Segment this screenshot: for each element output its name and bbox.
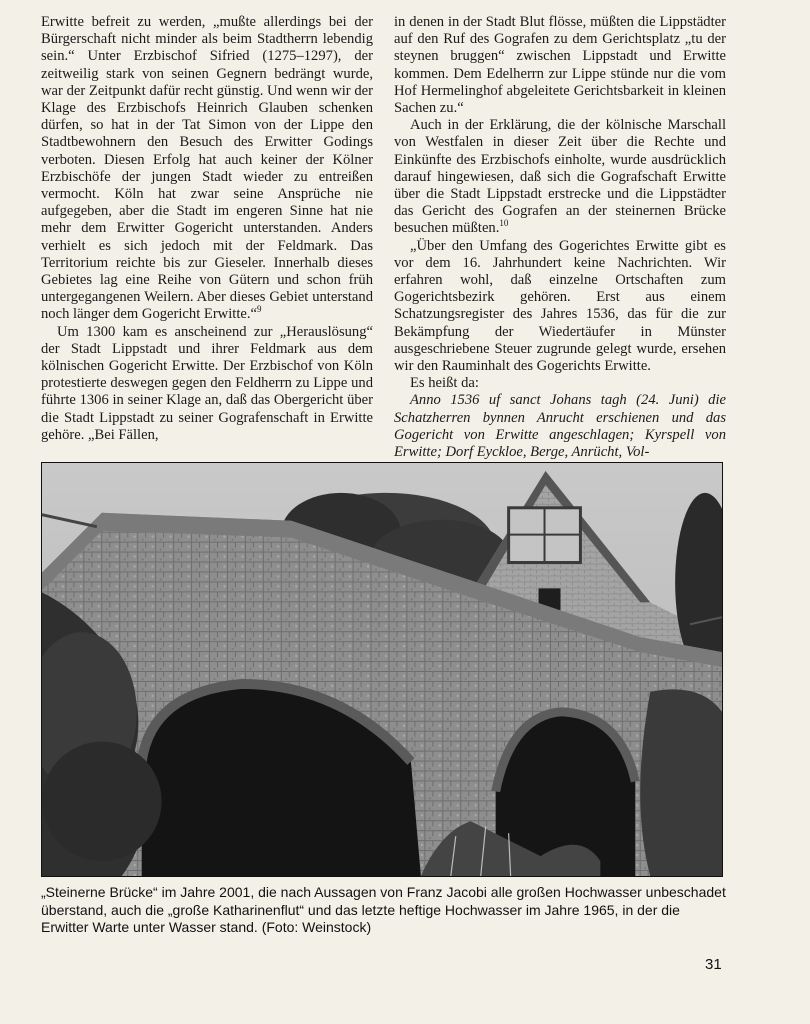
photo-caption: „Steinerne Brücke“ im Jahre 2001, die nach Aussagen von Franz Jacobi alle großen Hochwasser unbeschadet überstand, auch die „große Katharinenflut“ und das letzte heftige Hochwasser im Jahre 1965, in der die Erwitter Warte unter Wasser stand. (Foto: Weinstock) bbox=[41, 884, 726, 935]
page-number: 31 bbox=[705, 956, 722, 973]
bridge-photo-illustration bbox=[42, 463, 722, 876]
paragraph: „Über den Umfang des Gogerichtes Erwitte gibt es vor dem 16. Jahrhundert keine Nachrichten. Wir erfahren wohl, daß einzelne Ortschaften zum Gogerichtsbezirk gehören. Erst aus einem Schatzungsregister des Jahres 1536, das für die zur Bekämpfung der Wiedertäufer in Münster ausgeschriebene Steuer zugrunde gelegt wurde, ersehen wir den Rauminhalt des Gogerichts Erwitte. bbox=[394, 237, 726, 375]
paragraph: Es heißt da: bbox=[410, 375, 479, 392]
paragraph: Um 1300 kam es anscheinend zur „Herauslösung“ der Stadt Lippstadt und ihrer Feldmark aus dem kölnischen Gogericht Erwitte. Der Erzbischof von Köln protestierte deswegen gegen den Feldherrn zu Lippe und führte 1306 in seiner Klage an, daß das Obergericht über die Stadt Lippstadt zu seiner Gografenschaft in Erwitte gehöre. „Bei Fällen, bbox=[41, 323, 373, 443]
paragraph: Auch in der Erklärung, die der kölnische Marschall von Westfalen in dieser Zeit über die Rechte und Einkünfte des Erzbischofs einholte, wurde ausdrücklich darauf hingewiesen, daß sich die Gografschaft Erwitte über die Stadt Lippstadt erstrecke und die Lippstädter das Gericht des Gografen an der steinernen Brücke besuchen müßten.$^{10}$ bbox=[394, 117, 726, 237]
footnote-ref: 10 bbox=[499, 218, 509, 229]
stone-bridge-photo bbox=[41, 462, 723, 877]
left-text-column bbox=[41, 14, 373, 444]
footnote-ref: 9 bbox=[257, 304, 262, 315]
right-text-column bbox=[394, 14, 726, 461]
quoted-register: Anno 1536 uf sanct Johans tagh (24. Juni) die Schatzherren bynnen Anrucht erschienen und das Gogericht von Erwitte angeschlagen; Kyrspell von Erwitte; Dorf Eyckloe, Berge, Anrücht, Vol- bbox=[394, 392, 726, 461]
paragraph: in denen in der Stadt Blut flösse, müßten die Lippstädter auf den Ruf des Gografen zu dem Gerichtsplatz „tu der steynen bruggen“ zwischen Lippstadt und Erwitte kommen. Dem Edelherrn zur Lippe stünde nur die vom Hof Hermelinghof abgeleitete Gerichtsbarkeit in kleinen Sachen zu.“ bbox=[394, 14, 726, 117]
paragraph: Erwitte befreit zu werden, „mußte allerdings bei der Bürgerschaft nicht minder als beim Stadtherrn lebendig sein.“ Unter Erzbischof Sifried (1275–1297), der zeitweilig stark von seinen Gegnern bedrängt wurde, war der Zeitpunkt dafür recht günstig. Und wenn wir der Klage des Erzbischofs Heinrich Glauben schenken dürfen, so hat in der Tat Simon von der Lippe den Stadtbewohnern den Besuch des Erwitter Godings verboten. Diesen Erfolg hat auch keiner der Kölner Erzbischöfe der jungen Stadt wieder zu entreißen vermocht. Köln hat zwar seine Ansprüche nie aufgegeben, aber die Stadt im engeren Sinne hat nie mehr dem Erwitter Gogericht unterstanden. Anders verhielt es sich jedoch mit der Feldmark. Das Territorium reichte bis zur Gieseler. Innerhalb dieses Gebietes lag eine Reihe von Gütern und schon früh untergegangenen Weilern. Aber dieses Gebiet unterstand noch länger dem Gogericht Erwitte.“$^9$ bbox=[41, 14, 373, 323]
